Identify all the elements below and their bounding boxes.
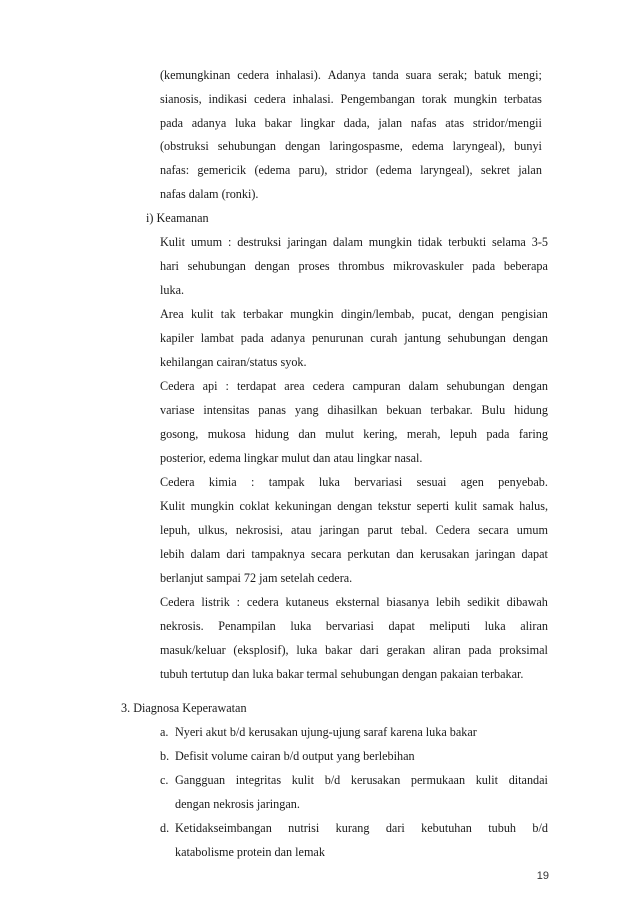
word: kerusakan (350, 773, 401, 787)
word: aliran (520, 619, 548, 633)
list-marker: c. (160, 773, 169, 787)
text-line (160, 115, 542, 131)
word: serak; (438, 68, 468, 82)
word: bakar (325, 643, 353, 657)
word: sehubungan (446, 379, 505, 393)
word: inhalasi). (275, 68, 321, 82)
word: lepuh, (160, 523, 191, 537)
word: dan (396, 547, 414, 561)
text-line: berlanjut sampai 72 jam setelah cedera. (160, 571, 353, 585)
word: mungkin (190, 499, 234, 513)
word: intensitas (203, 403, 250, 417)
word: gosong, (160, 427, 199, 441)
word: pada (240, 331, 264, 345)
text-line (160, 426, 548, 442)
word: umum (190, 235, 223, 249)
word: bekuan (386, 403, 422, 417)
word: (edema (254, 163, 291, 177)
word: selama (492, 235, 526, 249)
text-line (160, 474, 548, 490)
word: tidak (417, 235, 443, 249)
word: kebutuhan (421, 821, 472, 835)
word: atas (445, 116, 465, 130)
word: torak (421, 92, 447, 106)
word: Kulit (160, 499, 186, 513)
word: terbatas (504, 92, 542, 106)
word: dibawah (506, 595, 548, 609)
word: secara (478, 523, 509, 537)
word: gerakan (386, 643, 426, 657)
list-item-continued: katabolisme protein dan lemak (175, 845, 325, 859)
word: jantung (404, 331, 441, 345)
word: dalam (190, 547, 221, 561)
word: jaringan (475, 547, 516, 561)
word: edema (411, 139, 444, 153)
text-line (160, 91, 542, 107)
word: : (225, 379, 229, 393)
word: nekrosisi, (235, 523, 283, 537)
word: inhalasi. (292, 92, 334, 106)
word: jaringan (319, 523, 360, 537)
list-item: Defisit volume cairan b/d output yang berlebihan (175, 749, 415, 763)
word: tebal. (400, 523, 428, 537)
word: meliputi (429, 619, 471, 633)
word: seperti (416, 499, 450, 513)
word: dengan (512, 379, 548, 393)
word: dan (298, 427, 316, 441)
word: lepuh (449, 427, 477, 441)
word: masuk/keluar (160, 643, 226, 657)
word: luka (234, 116, 256, 130)
word: tampak (268, 475, 305, 489)
text-line (160, 618, 548, 634)
word: mukosa (207, 427, 246, 441)
word: ditandai (508, 773, 548, 787)
word: dari (226, 547, 246, 561)
word: mulut (325, 427, 354, 441)
word: : (250, 475, 255, 489)
word: bunyi (514, 139, 542, 153)
section-heading-diagnosa: 3. Diagnosa Keperawatan (121, 701, 247, 715)
word: faring (518, 427, 548, 441)
text-line: nafas dalam (ronki). (160, 187, 259, 201)
word: dihasilkan (327, 403, 378, 417)
word: (eksplosif), (233, 643, 289, 657)
word: umum (516, 523, 548, 537)
word: kapiler (160, 331, 194, 345)
word: laryngeal), (452, 139, 506, 153)
word: sehubungan (187, 259, 246, 273)
word: hari (160, 259, 179, 273)
text-line: luka. (160, 283, 185, 297)
word: halus, (519, 499, 548, 513)
text-line: posterior, edema lingkar mulut dan atau lingkar nasal. (160, 451, 423, 465)
word: panas (258, 403, 286, 417)
word: Penampilan (218, 619, 276, 633)
word: Cedera (435, 523, 471, 537)
word: nafas: (160, 163, 190, 177)
word: beberapa (503, 259, 548, 273)
word: b/d (324, 773, 341, 787)
word: dapat (521, 547, 548, 561)
word: proksimal (499, 643, 548, 657)
word: jalan (518, 163, 542, 177)
word: luka (318, 475, 340, 489)
text-line (160, 378, 548, 394)
list-item (175, 820, 548, 836)
word: mungkin (453, 92, 498, 106)
word: Cedera (160, 595, 195, 609)
word: nutrisi (288, 821, 320, 835)
text-line (160, 258, 548, 274)
word: dengan (337, 499, 373, 513)
word: perkutan (347, 547, 391, 561)
list-item (175, 772, 548, 788)
list-item-continued: dengan nekrosis jaringan. (175, 797, 300, 811)
word: kulit (191, 307, 214, 321)
word: permukaan (410, 773, 466, 787)
text-line (160, 162, 542, 178)
word: tubuh (488, 821, 517, 835)
word: tampaknya (251, 547, 305, 561)
word: (edema (375, 163, 412, 177)
word: dengan (512, 331, 548, 345)
text-line: kehilangan cairan/status syok. (160, 355, 307, 369)
word: kurang (335, 821, 370, 835)
word: stridor (335, 163, 368, 177)
word: sehubungan (217, 139, 277, 153)
word: secara (310, 547, 342, 561)
word: merah, (406, 427, 441, 441)
text-line (160, 642, 548, 658)
word: Cedera (160, 475, 195, 489)
text-line (160, 498, 548, 514)
word: Ketidakseimbangan (175, 821, 272, 835)
word: mengi; (508, 68, 542, 82)
word: (obstruksi (160, 139, 209, 153)
word: agen (460, 475, 484, 489)
word: lingkar (300, 116, 335, 130)
word: campuran (352, 379, 401, 393)
text-line (160, 67, 542, 83)
word: dingin/lembab, (341, 307, 415, 321)
word: 3-5 (531, 235, 548, 249)
word: integritas (235, 773, 282, 787)
word: area (284, 379, 305, 393)
word: proses (298, 259, 330, 273)
word: dengan (458, 307, 494, 321)
word: ulkus, (198, 523, 228, 537)
text-line (160, 402, 548, 418)
word: pada (160, 116, 184, 130)
word: hidung (255, 427, 289, 441)
word: terbakar (243, 307, 283, 321)
word: dari (385, 821, 405, 835)
word: parut (367, 523, 393, 537)
list-marker: d. (160, 821, 170, 835)
word: curah (370, 331, 398, 345)
word: : (236, 595, 241, 609)
word: dengan (254, 259, 290, 273)
word: nafas (410, 116, 437, 130)
word: laryngeal), (420, 163, 473, 177)
word: sekret (480, 163, 510, 177)
word: thrombus (338, 259, 385, 273)
word: dengan (285, 139, 321, 153)
word: sedikit (467, 595, 500, 609)
word: stridor/mengii (472, 116, 542, 130)
word: nekrosis. (160, 619, 204, 633)
word: biasanya (386, 595, 430, 609)
list-marker: a. (160, 725, 169, 739)
text-line (160, 138, 542, 154)
word: penyebab. (498, 475, 548, 489)
word: : (228, 235, 232, 249)
word: bervariasi (354, 475, 403, 489)
word: tanda (372, 68, 399, 82)
text-line (160, 330, 548, 346)
word: aliran (432, 643, 461, 657)
word: kulit (454, 499, 478, 513)
list-marker: b. (160, 749, 170, 763)
word: listrik (201, 595, 230, 609)
word: paru), (298, 163, 328, 177)
word: Cedera (160, 379, 195, 393)
word: variase (160, 403, 195, 417)
word: pada (472, 259, 496, 273)
word: bakar (264, 116, 292, 130)
text-line (160, 306, 548, 322)
word: cedera (237, 68, 270, 82)
word: atau (291, 523, 312, 537)
word: kulit (291, 773, 315, 787)
word: dalam (408, 379, 439, 393)
word: Bulu (481, 403, 506, 417)
word: mungkin (290, 307, 334, 321)
word: bervariasi (325, 619, 374, 633)
word: b/d (532, 821, 548, 835)
word: batuk (474, 68, 502, 82)
word: cedera (246, 595, 279, 609)
word: api (202, 379, 218, 393)
word: kutaneus (285, 595, 329, 609)
word: luka (296, 643, 318, 657)
word: mungkin (368, 235, 413, 249)
word: pucat, (421, 307, 452, 321)
word: Area (160, 307, 184, 321)
word: tak (220, 307, 236, 321)
word: dada, (343, 116, 370, 130)
word: yang (294, 403, 319, 417)
word: dapat (388, 619, 415, 633)
text-line (160, 522, 548, 538)
word: gemericik (197, 163, 247, 177)
word: pada (486, 427, 510, 441)
word: dalam (333, 235, 363, 249)
text-line (160, 546, 548, 562)
word: lambat (200, 331, 234, 345)
word: penurunan (311, 331, 364, 345)
text-line (160, 594, 548, 610)
word: adanya (270, 331, 306, 345)
word: lebih (436, 595, 461, 609)
word: kimia (208, 475, 237, 489)
word: suara (405, 68, 432, 82)
word: Pengembangan (340, 92, 415, 106)
word: Kulit (160, 235, 186, 249)
word: pengisian (501, 307, 548, 321)
word: lebih (160, 547, 185, 561)
word: (kemungkinan (160, 68, 231, 82)
word: samak (482, 499, 514, 513)
word: terbakar. (430, 403, 473, 417)
word: hidung (514, 403, 548, 417)
word: cedera (312, 379, 345, 393)
word: cedera (254, 92, 286, 106)
word: kerusakan (419, 547, 470, 561)
page-number: 19 (536, 870, 549, 882)
word: Adanya (327, 68, 366, 82)
word: adanya (191, 116, 227, 130)
word: luka (484, 619, 506, 633)
section-heading-keamanan: i) Keamanan (146, 211, 209, 225)
word: jaringan (287, 235, 328, 249)
word: laringospasme, (329, 139, 403, 153)
word: sesuai (416, 475, 447, 489)
word: kulit (475, 773, 499, 787)
word: Gangguan (175, 773, 226, 787)
word: terbukti (448, 235, 487, 249)
list-item: Nyeri akut b/d kerusakan ujung-ujung saraf karena luka bakar (175, 725, 477, 739)
word: kekuningan (274, 499, 332, 513)
word: terdapat (236, 379, 277, 393)
word: indikasi (208, 92, 248, 106)
word: eksternal (335, 595, 380, 609)
word: mikrovaskuler (393, 259, 464, 273)
word: coklat (239, 499, 270, 513)
text-line (160, 234, 548, 250)
word: luka (290, 619, 312, 633)
word: pada (468, 643, 492, 657)
word: dari (359, 643, 379, 657)
word: jalan (378, 116, 403, 130)
word: tekstur (377, 499, 412, 513)
word: sianosis, (160, 92, 202, 106)
word: sehubungan (447, 331, 506, 345)
word: kering, (363, 427, 398, 441)
word: destruksi (237, 235, 282, 249)
text-line: tubuh tertutup dan luka bakar termal sehubungan dengan pakaian terbakar. (160, 667, 524, 681)
